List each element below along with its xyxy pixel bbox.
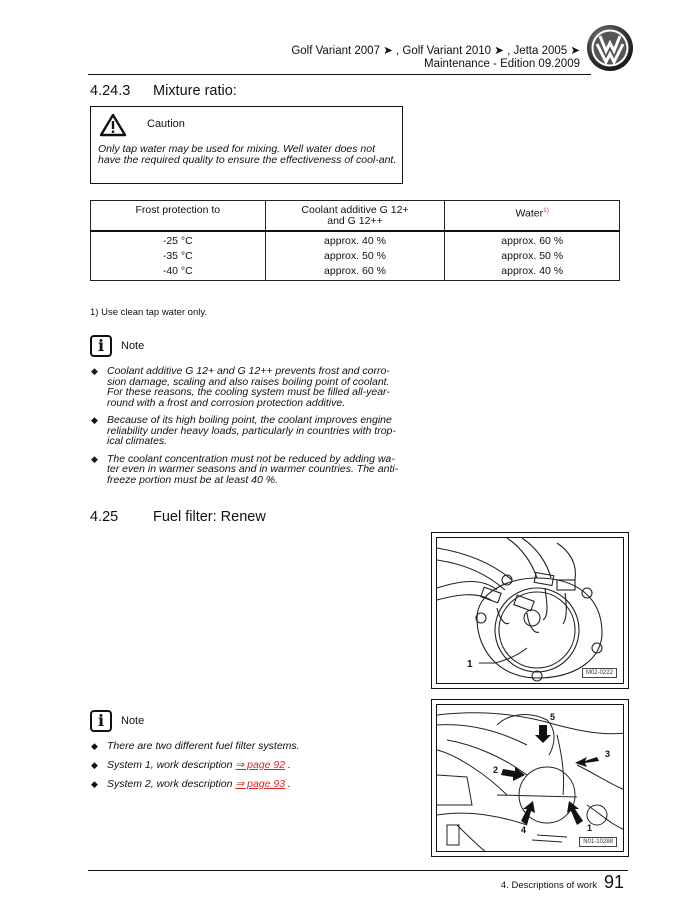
bullet-icon: ◆ (91, 760, 98, 770)
bullet-text: Because of its high boiling point, the coolant improves engine reliability under heavy loads, particularly in countries with trop-ical climates. (107, 414, 396, 447)
callout-4: 4 (521, 825, 527, 835)
col-header-water-label: Water (515, 207, 544, 220)
header-edition: Maintenance - Edition 09.2009 (424, 58, 580, 70)
figure-fuel-filter-flange (431, 532, 629, 689)
vw-logo-icon (586, 24, 634, 72)
bullet-text: System 1, work description (107, 759, 233, 771)
list-item (90, 366, 405, 408)
col-header-coolant-line2: and G 12++ (327, 215, 383, 227)
col-header-frost: Frost protection to (91, 201, 266, 232)
caution-box (90, 106, 403, 184)
note-label: Note (121, 340, 145, 352)
table-footnote: 1) Use clean tap water only. (90, 307, 208, 318)
bullet-text: There are two different fuel filter systems. (107, 740, 300, 752)
col-header-coolant (265, 201, 445, 232)
list-item (90, 415, 405, 447)
cell-water: approx. 50 % (445, 249, 620, 264)
table-header-row (91, 201, 620, 232)
period: . (287, 759, 291, 771)
figure-code: N01-10288 (579, 837, 617, 847)
figure-fuel-filter-engine-bay (431, 699, 629, 857)
list-item (90, 760, 405, 771)
cell-coolant: approx. 40 % (265, 231, 445, 249)
section-number: 4.24.3 (90, 83, 131, 99)
cell-frost: -40 °C (91, 264, 266, 281)
bullet-icon: ◆ (91, 453, 98, 464)
section-title: Fuel filter: Renew (153, 509, 266, 525)
info-icon: i (90, 710, 112, 732)
cell-coolant: approx. 60 % (265, 264, 445, 281)
footnote-marker[interactable]: 1) (543, 207, 549, 214)
section-heading-mixture (90, 83, 237, 99)
cell-frost: -35 °C (91, 249, 266, 264)
bullet-text: Coolant additive G 12+ and G 12++ prevents frost and corro-sion damage, scaling and also raises boiling point of coolant. For these reasons, the cooling system must be filled all-year-round with a frost and corrosion protection additive. (107, 365, 390, 409)
caution-text: Only tap water may be used for mixing. Well water does not have the required quality to ensure the effectiveness of cool-ant. (98, 143, 397, 166)
callout-1: 1 (587, 823, 593, 833)
figure-code: M02-0222 (582, 668, 617, 678)
col-header-coolant-line1: Coolant additive G 12+ (301, 204, 409, 216)
cell-coolant: approx. 50 % (265, 249, 445, 264)
callout-3: 3 (605, 749, 611, 759)
cell-frost: -25 °C (91, 231, 266, 249)
table-row (91, 231, 620, 249)
caution-label: Caution (147, 118, 185, 130)
note-bullet-list (90, 366, 405, 492)
note-label: Note (121, 715, 145, 727)
callout-2: 2 (493, 765, 499, 775)
footer-rule (88, 870, 628, 871)
cell-water: approx. 60 % (445, 231, 620, 249)
page-93-link[interactable]: ⇒ page 93 (235, 778, 286, 790)
bullet-icon: ◆ (91, 366, 98, 376)
section-number: 4.25 (90, 509, 119, 525)
period: . (287, 778, 291, 790)
table-row (91, 264, 620, 281)
table-row (91, 249, 620, 264)
list-item (90, 741, 405, 752)
footer-chapter: 4. Descriptions of work (500, 880, 597, 891)
figure-frame (436, 704, 624, 852)
bullet-text: System 2, work description (107, 778, 233, 790)
callout-5: 5 (550, 712, 556, 722)
bullet-icon: ◆ (91, 779, 98, 789)
bullet-icon: ◆ (91, 741, 98, 751)
fuel-filter-flange-illustration (437, 538, 624, 684)
info-icon: i (90, 335, 112, 357)
header-models: Golf Variant 2007 ➤ , Golf Variant 2010 ➤ , Jetta 2005 ➤ (291, 45, 580, 57)
engine-bay-illustration (437, 705, 624, 852)
note-bullet-list (90, 741, 405, 798)
page-92-link[interactable]: ⇒ page 92 (235, 759, 286, 771)
list-item (90, 779, 405, 790)
figure-frame (436, 537, 624, 684)
bullet-icon: ◆ (91, 415, 98, 425)
mixture-ratio-table (90, 200, 620, 281)
section-heading-fuel (90, 509, 266, 525)
bullet-text: The coolant concentration must not be reduced by adding wa-ter even in warmer seasons and in warmer countries. The anti-freeze portion must be at least 40 %. (107, 452, 399, 486)
callout-1: 1 (467, 659, 473, 670)
cell-water: approx. 40 % (445, 264, 620, 281)
page-number: 91 (604, 872, 625, 892)
col-header-water (445, 201, 620, 232)
section-title: Mixture ratio: (153, 83, 237, 99)
header-rule (88, 74, 591, 75)
list-item (90, 454, 405, 486)
warning-triangle-icon (99, 113, 127, 137)
